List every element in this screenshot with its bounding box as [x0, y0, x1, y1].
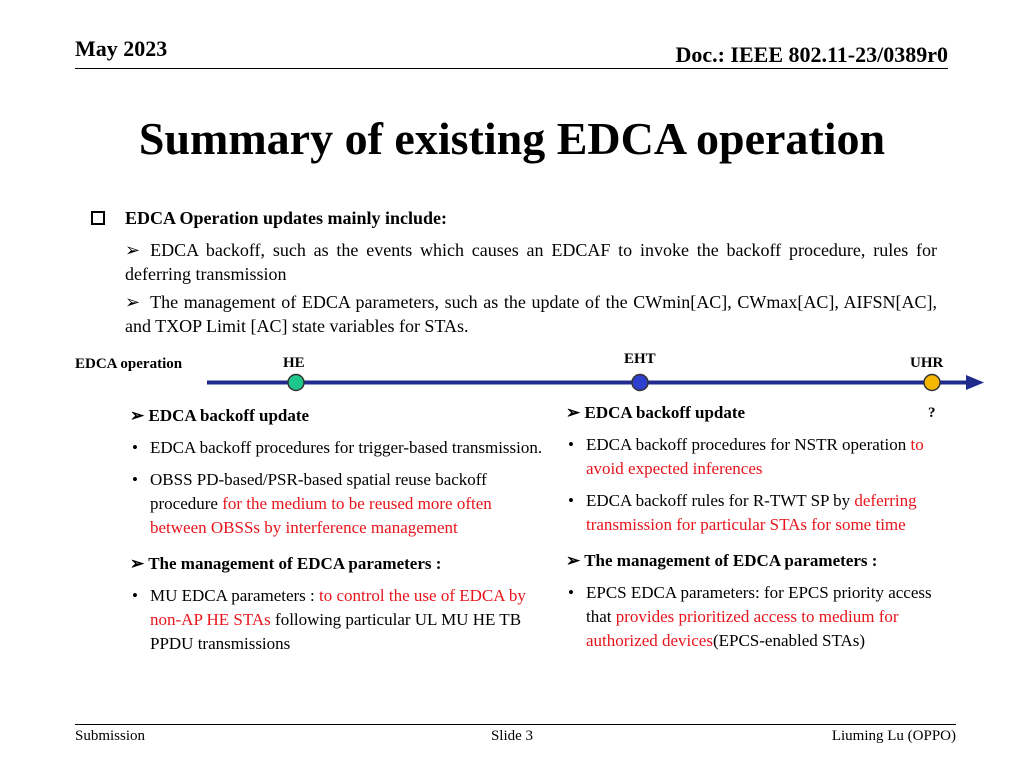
milestone-dot-eht: [632, 375, 648, 391]
he-params-item: [130, 584, 550, 656]
he-backoff-item: [130, 468, 550, 540]
eht-backoff-item: [566, 489, 946, 537]
eht-params-heading: ➢ The management of EDCA parameters :: [566, 551, 878, 570]
milestone-label-uhr: UHR: [910, 355, 944, 371]
eht-backoff-item-text: EDCA backoff procedures for NSTR operation: [586, 435, 911, 454]
he-params-item-text: following particular UL MU HE TB PPDU transmissions: [150, 610, 522, 653]
footer-divider: [75, 724, 956, 725]
he-params-item-highlight: to control the use of EDCA by non-AP HE STAs: [150, 586, 526, 629]
eht-backoff-item-highlight: to avoid expected inferences: [586, 435, 924, 478]
slide-title: Summary of existing EDCA operation: [138, 113, 886, 164]
he-params-item-text: MU EDCA parameters :: [150, 586, 320, 605]
he-backoff-heading-text: EDCA backoff update: [148, 406, 310, 425]
timeline-graphic: [0, 368, 1024, 398]
milestone-dot-uhr: [924, 375, 940, 391]
header-doc-id: Doc.: IEEE 802.11-23/0389r0: [675, 42, 948, 67]
he-params-heading-text: The management of EDCA parameters :: [148, 554, 442, 573]
footer-slide-number: Slide 3: [490, 728, 534, 744]
eht-backoff-heading: ➢ EDCA backoff update: [566, 403, 746, 422]
he-backoff-item-highlight: for the medium to be reused more often between OBSSs by interference management: [150, 494, 492, 537]
arrow-bullet-icon: ➢: [125, 292, 141, 312]
footer-submission: Submission: [75, 728, 146, 744]
he-backoff-item: [130, 436, 550, 460]
milestone-label-eht: EHT: [624, 351, 656, 367]
sub-bullet-text: The management of EDCA parameters, such as the update of the CWmin[AC], CWmax[AC], AIFSN[AC], and TXOP Limit [AC] state variables for STAs.: [125, 292, 937, 336]
sub-bullet-text: EDCA backoff, such as the events which causes an EDCAF to invoke the backoff procedure, rules for deferring transmission: [125, 240, 937, 284]
footer-author: Liuming Lu (OPPO): [831, 728, 956, 744]
milestone-dot-he: [288, 375, 304, 391]
timeline-label: EDCA operation: [75, 356, 183, 372]
eht-backoff-heading-text: EDCA backoff update: [584, 403, 746, 422]
header-date: May 2023: [75, 36, 168, 61]
square-bullet-icon: [91, 211, 105, 225]
eht-params-item-text: EPCS EDCA parameters: for EPCS priority access that: [586, 583, 932, 626]
he-backoff-item-text: EDCA backoff procedures for trigger-based transmission.: [150, 438, 543, 457]
he-params-heading: ➢ The management of EDCA parameters :: [130, 554, 442, 573]
arrow-bullet-icon: ➢: [125, 240, 141, 260]
milestone-label-he: HE: [283, 355, 305, 371]
he-backoff-heading: ➢ EDCA backoff update: [130, 406, 310, 425]
eht-params-item: [566, 581, 946, 653]
uhr-question-mark: ?: [928, 405, 936, 421]
eht-backoff-item-highlight: deferring transmission for particular STAs for some time: [586, 491, 917, 534]
timeline-arrow-icon: [966, 375, 984, 390]
header-divider: [75, 68, 948, 69]
main-bullet-heading: EDCA Operation updates mainly include:: [125, 208, 448, 228]
eht-backoff-item-text: EDCA backoff rules for R-TWT SP by: [586, 491, 855, 510]
sub-bullet-parameters: [125, 290, 937, 338]
eht-params-item-text: (EPCS-enabled STAs): [712, 631, 866, 650]
he-column: [130, 404, 550, 664]
eht-params-heading-text: The management of EDCA parameters :: [584, 551, 878, 570]
eht-column: [566, 401, 946, 661]
eht-params-item-highlight: provides prioritized access to medium for authorized devices: [586, 607, 899, 650]
sub-bullet-backoff: [125, 238, 937, 286]
he-backoff-item-text: OBSS PD-based/PSR-based spatial reuse backoff procedure: [150, 470, 487, 513]
eht-backoff-item: [566, 433, 946, 481]
